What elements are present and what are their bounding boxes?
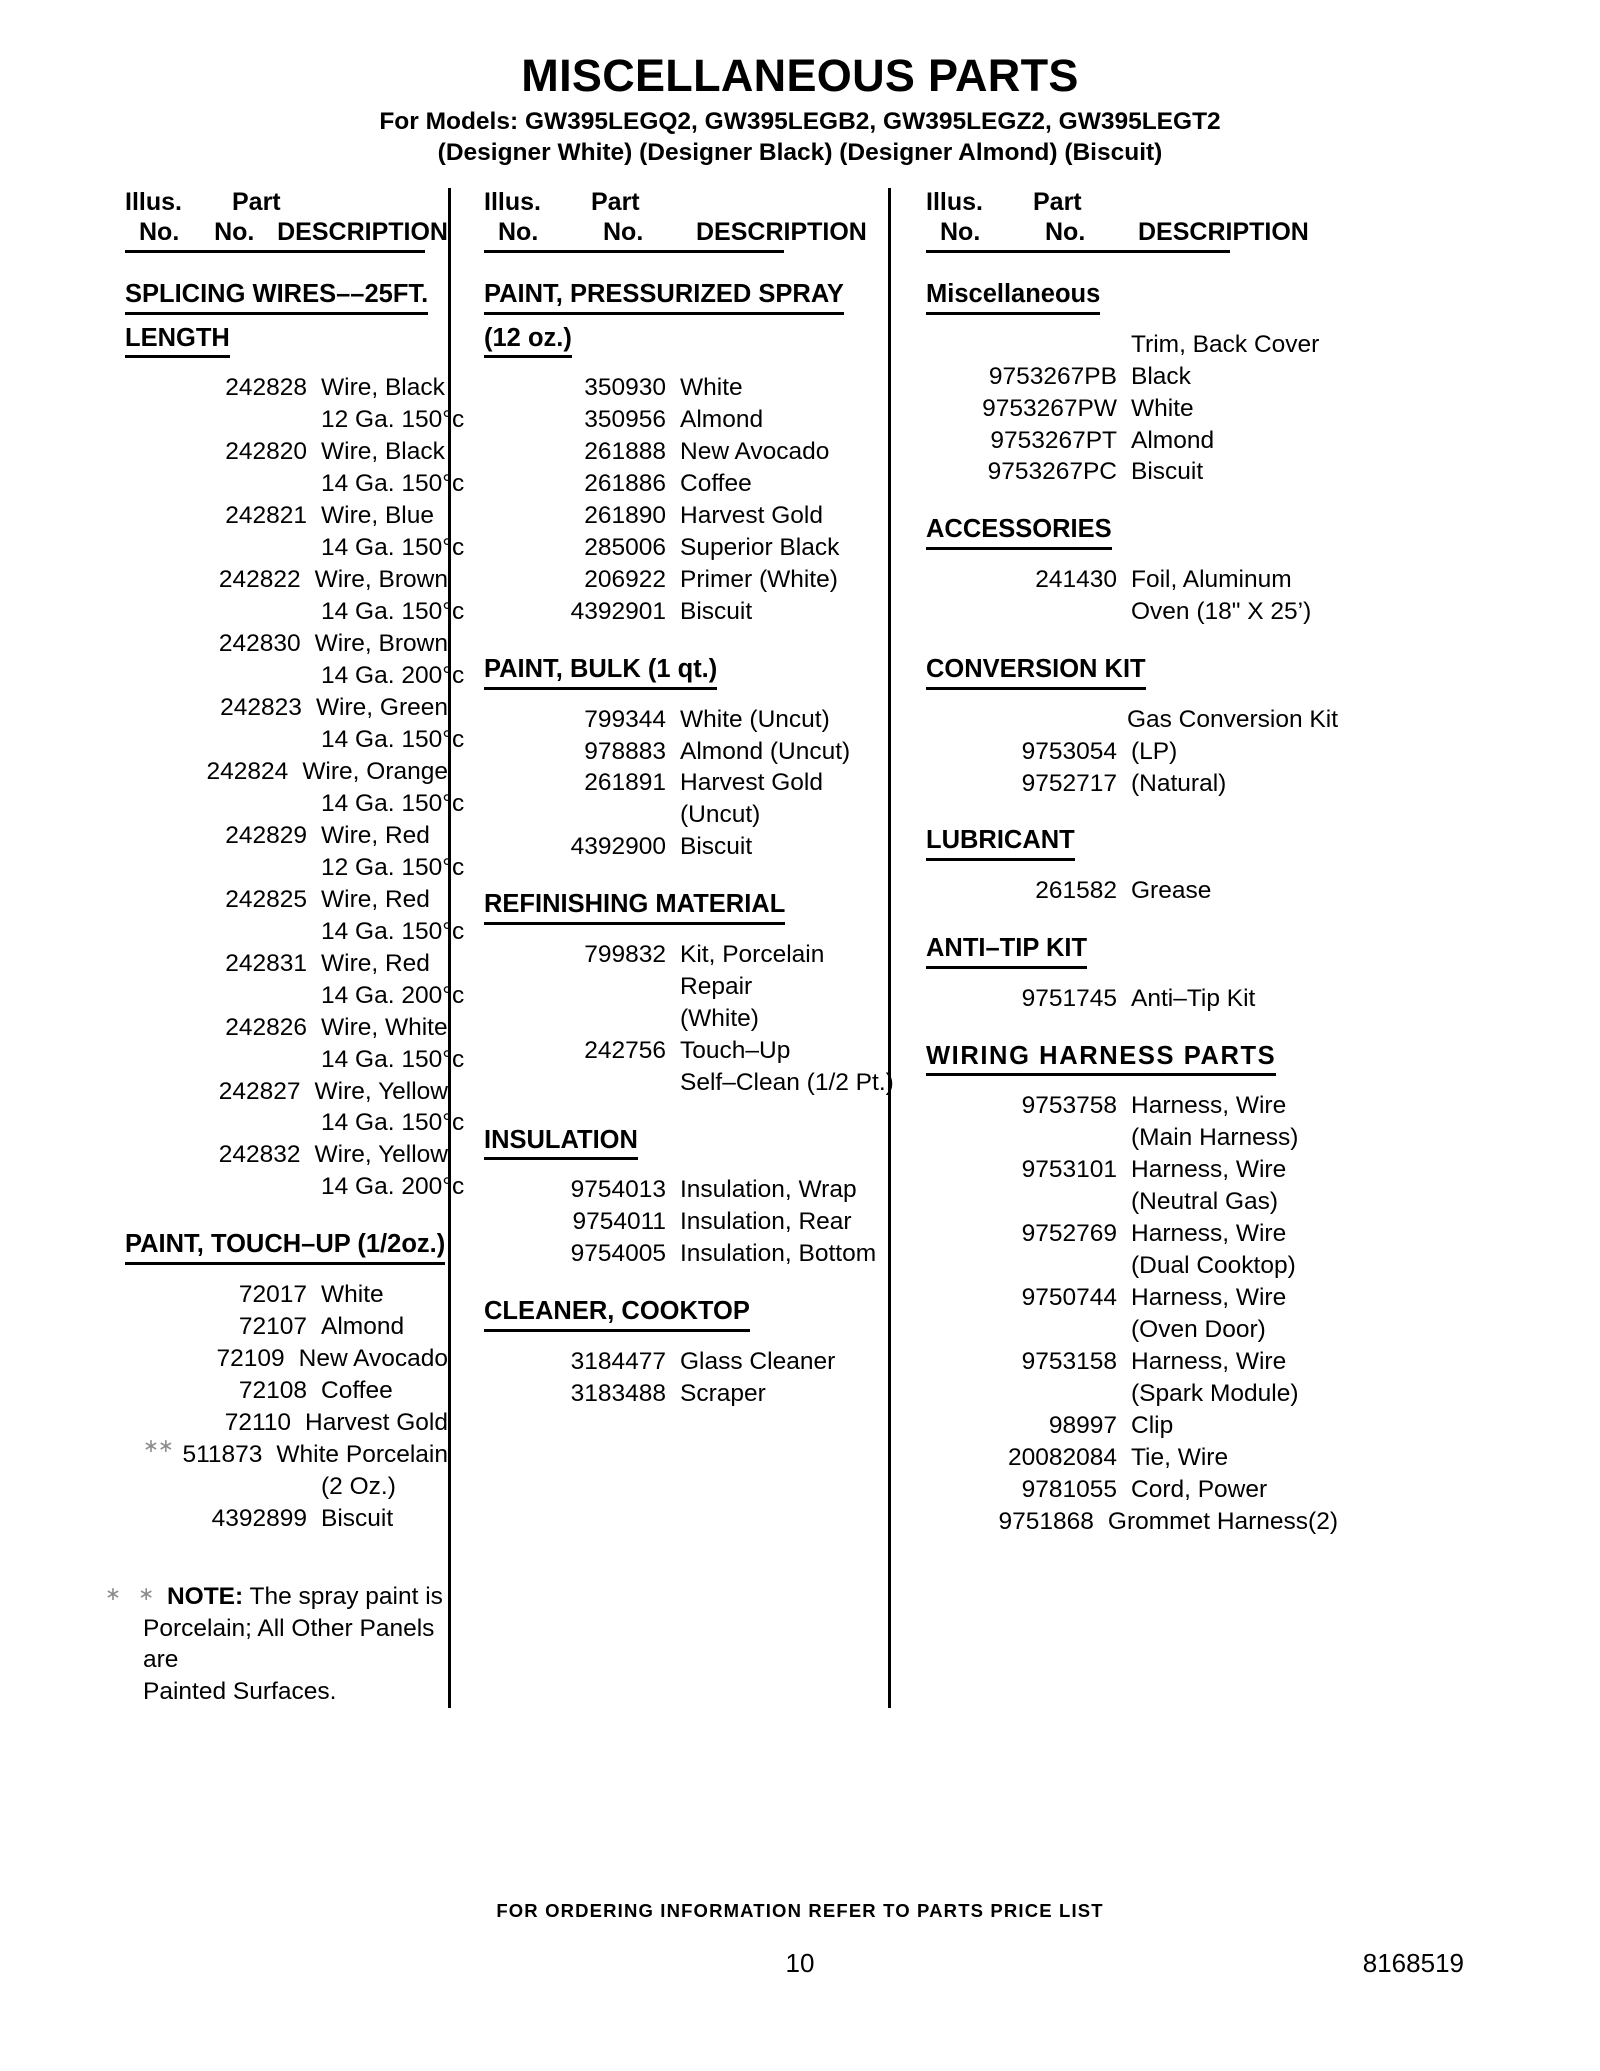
section-heading: LUBRICANT bbox=[926, 825, 1075, 861]
part-number: 9753158 bbox=[1021, 1347, 1117, 1375]
part-description-continued: 14 Ga. 150°c bbox=[321, 470, 465, 498]
part-row bbox=[484, 404, 888, 436]
header-part-label: Part bbox=[1033, 188, 1082, 216]
part-row bbox=[926, 564, 1338, 596]
part-number: 9753267PT bbox=[990, 426, 1117, 454]
part-description-continued: 14 Ga. 150°c bbox=[321, 789, 465, 817]
part-description-continued: 14 Ga. 150°c bbox=[321, 917, 465, 945]
part-description: Glass Cleaner bbox=[680, 1347, 836, 1375]
part-description: Almond bbox=[321, 1312, 405, 1340]
section-splicing-wires bbox=[125, 279, 465, 1203]
part-number: 9753267PC bbox=[987, 458, 1117, 486]
part-row bbox=[484, 767, 888, 799]
part-row bbox=[926, 736, 1338, 768]
part-number: 9752717 bbox=[1021, 769, 1117, 797]
part-number: 799344 bbox=[584, 705, 666, 733]
header-illus-label: Illus. bbox=[926, 188, 983, 216]
part-row bbox=[125, 1503, 448, 1535]
part-row bbox=[484, 1206, 888, 1238]
part-description: Wire, White bbox=[321, 1013, 448, 1041]
part-description: Scraper bbox=[680, 1379, 766, 1407]
part-description-continued: 14 Ga. 150°c bbox=[321, 1045, 465, 1073]
footnote-star-marker: ∗ ∗ bbox=[105, 1583, 161, 1605]
part-row bbox=[926, 1218, 1338, 1250]
part-description: Wire, Orange bbox=[302, 757, 448, 785]
part-number: 242820 bbox=[225, 438, 307, 466]
part-row bbox=[484, 500, 888, 532]
column-2 bbox=[448, 188, 894, 1708]
part-number: 242828 bbox=[225, 374, 307, 402]
part-row bbox=[125, 1311, 448, 1343]
part-row bbox=[484, 1346, 888, 1378]
part-number: 261886 bbox=[584, 470, 666, 498]
part-description: Almond bbox=[1131, 426, 1215, 454]
part-description: Grommet Harness(2) bbox=[1107, 1507, 1338, 1535]
part-row bbox=[125, 756, 448, 788]
section-items bbox=[926, 329, 1338, 489]
part-description: Harness, Wire bbox=[1131, 1347, 1287, 1375]
part-description: Insulation, Bottom bbox=[680, 1240, 877, 1268]
part-number: 9753267PB bbox=[988, 362, 1117, 390]
part-number: 72108 bbox=[238, 1376, 307, 1404]
section-heading: CONVERSION KIT bbox=[926, 654, 1146, 690]
part-row bbox=[125, 372, 448, 404]
part-row bbox=[484, 372, 888, 404]
part-number: 4392900 bbox=[570, 833, 666, 861]
header-illus-label: Illus. bbox=[125, 188, 182, 216]
part-description: Harvest Gold bbox=[680, 769, 823, 797]
section-items bbox=[484, 704, 888, 864]
part-number: 9753054 bbox=[1021, 737, 1117, 765]
part-description-continued: 14 Ga. 150°c bbox=[321, 1109, 465, 1137]
section-paint-bulk bbox=[484, 654, 888, 863]
part-number: 9751745 bbox=[1021, 984, 1117, 1012]
part-number: 72110 bbox=[224, 1408, 292, 1436]
part-number: 9754013 bbox=[570, 1176, 666, 1204]
part-description: Almond (Uncut) bbox=[680, 737, 851, 765]
section-items bbox=[125, 1279, 448, 1535]
part-description-continued: (Oven Door) bbox=[1131, 1315, 1266, 1343]
header-illus-label: Illus. bbox=[484, 188, 541, 216]
part-description-continued: 14 Ga. 150°c bbox=[321, 597, 465, 625]
part-description: White bbox=[680, 374, 743, 402]
part-description-continued: (Dual Cooktop) bbox=[1131, 1252, 1296, 1280]
part-number: 3183488 bbox=[570, 1379, 666, 1407]
part-number: 978883 bbox=[584, 737, 666, 765]
finish-variants-line: (Designer White) (Designer Black) (Designer Almond) (Biscuit) bbox=[437, 139, 1163, 167]
section-heading-line: LENGTH bbox=[125, 323, 230, 359]
part-description: Wire, Black bbox=[321, 374, 445, 402]
part-description: (LP) bbox=[1131, 737, 1178, 765]
part-description: Biscuit bbox=[1131, 458, 1204, 486]
section-lubricant bbox=[926, 825, 1338, 907]
part-number: 9781055 bbox=[1021, 1475, 1117, 1503]
part-number: 72017 bbox=[238, 1280, 307, 1308]
part-number: 241430 bbox=[1035, 566, 1117, 594]
section-items bbox=[926, 875, 1338, 907]
part-description: Insulation, Rear bbox=[680, 1208, 852, 1236]
part-description: Anti–Tip Kit bbox=[1131, 984, 1256, 1012]
part-description-continued: 12 Ga. 150°c bbox=[321, 853, 465, 881]
part-description: Coffee bbox=[680, 470, 752, 498]
part-row bbox=[926, 361, 1338, 393]
part-description-continued: 14 Ga. 150°c bbox=[321, 534, 465, 562]
part-description: Trim, Back Cover bbox=[1131, 330, 1320, 358]
document-number: 8168519 bbox=[1362, 1948, 1464, 1978]
part-description: New Avocado bbox=[298, 1344, 448, 1372]
section-items bbox=[484, 939, 894, 1099]
part-row bbox=[125, 820, 448, 852]
part-number: 9752769 bbox=[1021, 1220, 1117, 1248]
note-label: NOTE: bbox=[166, 1582, 244, 1610]
part-number: 206922 bbox=[584, 566, 666, 593]
part-number: 261891 bbox=[584, 769, 666, 797]
part-description: Wire, Red bbox=[321, 821, 430, 849]
part-row bbox=[926, 875, 1338, 907]
part-row bbox=[125, 1076, 448, 1108]
part-row bbox=[484, 704, 888, 736]
part-row bbox=[926, 1506, 1338, 1538]
part-row bbox=[926, 456, 1338, 488]
part-row bbox=[926, 1474, 1338, 1506]
part-number: 242756 bbox=[584, 1036, 666, 1064]
section-heading: ACCESSORIES bbox=[926, 514, 1112, 550]
part-row bbox=[484, 736, 888, 768]
part-description: Superior Black bbox=[680, 534, 840, 562]
header-illus-no: No. bbox=[940, 217, 981, 246]
section-heading: PAINT, BULK (1 qt.) bbox=[484, 654, 717, 690]
part-row bbox=[926, 1154, 1338, 1186]
section-miscellaneous bbox=[926, 279, 1338, 488]
part-description: Harvest Gold bbox=[680, 502, 823, 530]
section-items bbox=[484, 1346, 888, 1410]
header-part-label: Part bbox=[591, 188, 640, 216]
section-conversion-kit bbox=[926, 654, 1338, 800]
note-text-line-3: Painted Surfaces. bbox=[143, 1678, 337, 1706]
section-heading: INSULATION bbox=[484, 1125, 638, 1161]
part-description: Wire, Yellow bbox=[314, 1077, 448, 1105]
header-part-no: No. bbox=[603, 217, 644, 246]
section-insulation bbox=[484, 1125, 888, 1271]
section-cleaner-cooktop bbox=[484, 1296, 888, 1410]
section-heading: Miscellaneous bbox=[926, 279, 1100, 315]
part-number: 242826 bbox=[225, 1013, 307, 1041]
part-number: 242823 bbox=[220, 693, 302, 721]
header-illus-no: No. bbox=[139, 217, 180, 246]
part-row bbox=[125, 1375, 448, 1407]
part-number: 9753758 bbox=[1021, 1092, 1117, 1120]
part-number: 242829 bbox=[225, 821, 307, 849]
part-description: Wire, Brown bbox=[314, 629, 448, 657]
part-number: 9751868 bbox=[998, 1507, 1094, 1535]
header-part-no: No. bbox=[214, 217, 255, 246]
part-description: Wire, Brown bbox=[314, 566, 448, 593]
header-illus-no: No. bbox=[498, 217, 539, 246]
models-line: For Models: GW395LEGQ2, GW395LEGB2, GW395LEGZ2, GW395LEGT2 bbox=[379, 107, 1221, 135]
part-number: 242824 bbox=[206, 757, 289, 785]
part-row bbox=[484, 532, 888, 564]
part-row bbox=[125, 1435, 448, 1471]
part-row bbox=[926, 1346, 1338, 1378]
header-rule bbox=[125, 250, 425, 253]
part-description: Harness, Wire bbox=[1131, 1220, 1287, 1248]
part-row bbox=[484, 939, 888, 971]
part-row bbox=[926, 425, 1338, 457]
section-anti-tip-kit bbox=[926, 933, 1338, 1015]
part-number: 20082084 bbox=[1007, 1443, 1117, 1471]
part-description: Cord, Power bbox=[1131, 1475, 1268, 1503]
part-number: 242831 bbox=[225, 949, 307, 977]
part-description-continued: 14 Ga. 200°c bbox=[321, 661, 465, 689]
part-number: 242825 bbox=[225, 885, 307, 913]
part-number: 350930 bbox=[584, 374, 666, 402]
part-row bbox=[125, 436, 448, 468]
part-number: ∗∗ 511873 bbox=[143, 1435, 263, 1468]
section-heading: PAINT, TOUCH–UP (1/2oz.) bbox=[125, 1229, 445, 1265]
part-description-continued: 14 Ga. 150°c bbox=[321, 725, 465, 753]
part-description: Insulation, Wrap bbox=[680, 1176, 857, 1204]
part-description: Wire, Red bbox=[321, 949, 430, 977]
section-heading: CLEANER, COOKTOP bbox=[484, 1296, 750, 1332]
header-description: DESCRIPTION bbox=[1138, 217, 1309, 246]
part-row bbox=[926, 329, 1338, 361]
footnote-star-marker: ∗∗ bbox=[143, 1435, 173, 1457]
note-text-line-1: The spray paint is bbox=[243, 1582, 443, 1610]
column-header bbox=[484, 188, 888, 253]
part-row bbox=[926, 704, 1338, 736]
part-description: Tie, Wire bbox=[1131, 1443, 1229, 1471]
section-items bbox=[484, 1174, 888, 1270]
part-description: Gas Conversion Kit bbox=[1126, 705, 1338, 733]
part-description: Harness, Wire bbox=[1131, 1092, 1287, 1120]
part-row bbox=[926, 983, 1338, 1015]
part-number: 242832 bbox=[218, 1141, 301, 1169]
page-title: MISCELLANEOUS PARTS bbox=[521, 50, 1079, 101]
part-number: 4392901 bbox=[570, 597, 666, 625]
part-row bbox=[125, 1279, 448, 1311]
column-header bbox=[926, 188, 1338, 253]
part-row bbox=[125, 564, 448, 596]
part-number: 261582 bbox=[1035, 877, 1117, 905]
column-3 bbox=[888, 188, 1338, 1708]
header-description: DESCRIPTION bbox=[696, 217, 867, 246]
header-rule bbox=[484, 250, 784, 253]
header-description: DESCRIPTION bbox=[277, 217, 448, 246]
part-description: White (Uncut) bbox=[680, 705, 830, 733]
column-1 bbox=[0, 188, 465, 1708]
section-heading-line: (12 oz.) bbox=[484, 323, 572, 359]
section-wiring-harness-parts bbox=[926, 1041, 1338, 1538]
section-items bbox=[926, 704, 1338, 800]
part-description: Wire, Green bbox=[315, 693, 448, 721]
part-description-continued: 14 Ga. 200°c bbox=[321, 1173, 465, 1201]
part-number: 799832 bbox=[584, 940, 666, 968]
part-description: Foil, Aluminum bbox=[1131, 566, 1292, 594]
section-heading-line: PAINT, PRESSURIZED SPRAY bbox=[484, 279, 844, 315]
part-description: Wire, Yellow bbox=[314, 1141, 448, 1169]
part-row bbox=[125, 628, 448, 660]
part-row bbox=[125, 1407, 448, 1439]
part-description: Kit, Porcelain bbox=[680, 940, 825, 968]
section-items bbox=[926, 564, 1338, 628]
part-description: Touch–Up bbox=[680, 1036, 791, 1064]
part-row bbox=[125, 1012, 448, 1044]
part-number: 261888 bbox=[584, 438, 666, 466]
part-row bbox=[926, 1282, 1338, 1314]
part-number: 3184477 bbox=[570, 1347, 666, 1375]
part-description-continued: 12 Ga. 150°c bbox=[321, 406, 465, 434]
part-number: 350956 bbox=[584, 406, 666, 434]
part-row bbox=[125, 500, 448, 532]
section-items bbox=[926, 983, 1338, 1015]
part-description: Wire, Blue bbox=[321, 502, 435, 530]
part-row bbox=[484, 564, 888, 596]
section-heading: REFINISHING MATERIAL bbox=[484, 889, 785, 925]
part-number: 9754005 bbox=[570, 1240, 666, 1268]
part-description-continued: (Neutral Gas) bbox=[1131, 1188, 1279, 1216]
part-description: Wire, Black bbox=[321, 438, 445, 466]
part-description: Biscuit bbox=[680, 597, 753, 625]
part-description: Grease bbox=[1131, 877, 1212, 905]
part-description-continued: Repair bbox=[680, 972, 753, 1000]
part-number: 242827 bbox=[218, 1077, 301, 1105]
page-header bbox=[0, 0, 1600, 168]
part-description: Coffee bbox=[321, 1376, 393, 1404]
part-description-continued: (2 Oz.) bbox=[321, 1472, 396, 1500]
part-description: Primer (White) bbox=[680, 566, 838, 593]
part-number bbox=[926, 704, 1127, 736]
page-footer bbox=[0, 1900, 1600, 1982]
header-rule bbox=[926, 250, 1230, 253]
note-text-line-2: Porcelain; All Other Panels are bbox=[143, 1614, 435, 1674]
part-description-continued: (Main Harness) bbox=[1131, 1124, 1299, 1152]
section-items bbox=[484, 372, 888, 628]
part-description-continued: (Uncut) bbox=[680, 801, 761, 829]
part-description: Almond bbox=[680, 406, 764, 434]
part-description: Harness, Wire bbox=[1131, 1156, 1287, 1184]
part-number: 9750744 bbox=[1021, 1284, 1117, 1311]
part-number: 72107 bbox=[238, 1312, 307, 1340]
part-row bbox=[926, 1090, 1338, 1122]
footer-row bbox=[0, 1948, 1600, 1982]
part-number: 9754011 bbox=[572, 1208, 666, 1236]
part-description: New Avocado bbox=[680, 438, 830, 466]
part-description: Black bbox=[1131, 362, 1191, 390]
part-description: Harvest Gold bbox=[305, 1408, 448, 1436]
part-row bbox=[484, 468, 888, 500]
part-number: 4392899 bbox=[211, 1504, 307, 1532]
part-row bbox=[125, 1343, 448, 1375]
part-description: Biscuit bbox=[321, 1504, 394, 1532]
part-number: 9753101 bbox=[1021, 1156, 1117, 1184]
part-description: White bbox=[1131, 394, 1194, 422]
part-number: 242821 bbox=[225, 502, 307, 530]
part-description: White Porcelain bbox=[276, 1440, 448, 1468]
part-description-continued: 14 Ga. 200°c bbox=[321, 981, 465, 1009]
part-description-continued: (White) bbox=[680, 1004, 759, 1032]
section-items bbox=[125, 372, 465, 1203]
part-row bbox=[125, 1139, 448, 1171]
part-number: 72109 bbox=[216, 1344, 285, 1372]
part-row bbox=[926, 768, 1338, 800]
part-number: 285006 bbox=[584, 534, 666, 562]
part-row bbox=[125, 948, 448, 980]
header-part-label: Part bbox=[232, 188, 281, 216]
part-number: 242830 bbox=[218, 629, 301, 657]
part-description-continued: Oven (18" X 25’) bbox=[1131, 598, 1312, 625]
section-items bbox=[926, 1090, 1338, 1538]
part-row bbox=[484, 436, 888, 468]
header-part-no: No. bbox=[1045, 217, 1086, 246]
part-row bbox=[926, 1442, 1338, 1474]
part-row bbox=[484, 596, 888, 628]
ordering-info-text: FOR ORDERING INFORMATION REFER TO PARTS PRICE LIST bbox=[496, 1900, 1104, 1921]
section-paint-touch-up bbox=[125, 1229, 448, 1534]
footnote-note bbox=[105, 1581, 448, 1708]
section-heading: WIRING HARNESS PARTS bbox=[926, 1041, 1276, 1077]
part-number: 9753267PW bbox=[982, 394, 1117, 422]
part-row bbox=[125, 692, 448, 724]
part-row bbox=[125, 884, 448, 916]
part-description: White bbox=[321, 1280, 384, 1308]
part-description: Clip bbox=[1131, 1411, 1174, 1439]
part-description-continued: Self–Clean (1/2 Pt.) bbox=[680, 1068, 894, 1096]
parts-columns bbox=[0, 188, 1600, 1708]
section-paint-pressurized-spray bbox=[484, 279, 888, 628]
part-number: 98997 bbox=[1048, 1411, 1117, 1439]
part-row bbox=[484, 1035, 888, 1067]
section-heading-line: SPLICING WIRES––25FT. bbox=[125, 279, 428, 315]
part-row bbox=[926, 393, 1338, 425]
section-refinishing-material bbox=[484, 889, 894, 1098]
part-row bbox=[926, 1410, 1338, 1442]
part-number bbox=[926, 329, 1131, 361]
page-number: 10 bbox=[785, 1948, 815, 1978]
part-row bbox=[484, 1174, 888, 1206]
part-description: Wire, Red bbox=[321, 885, 430, 913]
part-description: Harness, Wire bbox=[1131, 1284, 1287, 1311]
part-description: Biscuit bbox=[680, 833, 753, 861]
part-number: 261890 bbox=[584, 502, 666, 530]
part-description: (Natural) bbox=[1131, 769, 1227, 797]
part-row bbox=[484, 1238, 888, 1270]
section-accessories bbox=[926, 514, 1338, 628]
part-description-continued: (Spark Module) bbox=[1131, 1379, 1299, 1407]
part-row bbox=[484, 1378, 888, 1410]
column-header bbox=[125, 188, 448, 253]
part-row bbox=[484, 831, 888, 863]
section-heading: ANTI–TIP KIT bbox=[926, 933, 1087, 969]
part-number: 242822 bbox=[218, 566, 301, 593]
